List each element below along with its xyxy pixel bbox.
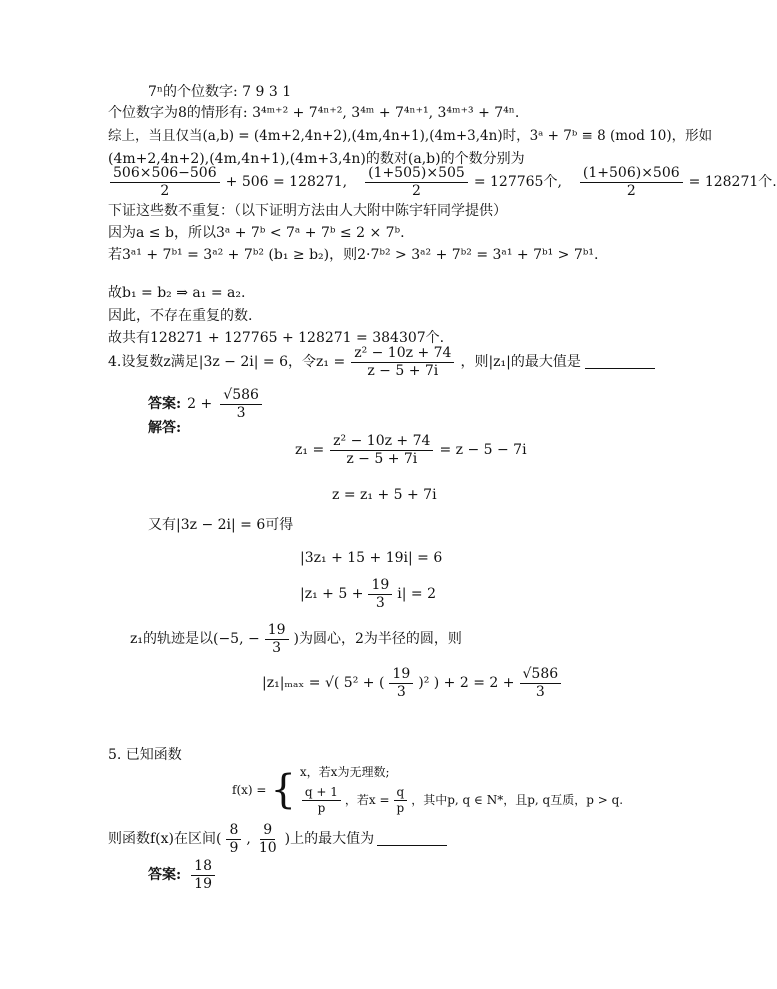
answer-blank	[585, 356, 655, 369]
case-mid: ，若x =	[344, 793, 390, 808]
case-rational	[300, 785, 623, 815]
eq-pre: |z₁ + 5 +	[300, 585, 364, 602]
case-fraction	[302, 785, 341, 815]
frac-den: p	[317, 800, 326, 815]
eq-z: z = z₁ + 5 + 7i	[332, 487, 437, 503]
frac-den: 3	[236, 404, 246, 421]
eq-pre: |z₁|ₘₐₓ = √( 5² + (	[262, 674, 385, 691]
total-line: 故共有128271 + 127765 + 128271 = 384307个.	[108, 330, 445, 346]
eq-max	[262, 666, 563, 701]
q4-suffix: ，则|z₁|的最大值是	[460, 353, 581, 370]
question-5	[108, 822, 447, 857]
frac-den: 3	[272, 639, 282, 656]
assumption-line: 若3ᵃ¹ + 7ᵇ¹ = 3ᵃ² + 7ᵇ² (b₁ ≥ b₂)，则2·7ᵇ² > 3ᵃ² + 7ᵇ² = 3ᵃ¹ + 7ᵇ¹ > 7ᵇ¹.	[108, 247, 599, 263]
frac-den: 2	[411, 182, 421, 199]
frac-num: z² − 10z + 74	[351, 345, 454, 363]
case-fraction-2	[394, 785, 408, 815]
locus-fraction	[265, 622, 289, 657]
fraction-b	[365, 165, 468, 200]
q4-prefix: 4.设复数z满足|3z − 2i| = 6，令z₁ =	[108, 353, 346, 370]
count-formulas	[108, 165, 777, 200]
frac-den: 10	[258, 839, 277, 856]
summary-line: 综上，当且仅当(a,b) = (4m+2,4n+2),(4m,4n+1),(4m+3,4n)时，3ᵃ + 7ᵇ ≡ 8 (mod 10)，形如	[108, 128, 713, 144]
inequality-line: 因为a ≤ b，所以3ᵃ + 7ᵇ < 7ᵃ + 7ᵇ ≤ 2 × 7ᵇ.	[108, 225, 405, 241]
eq-abs-z1	[300, 577, 436, 612]
case-8-line: 个位数字为8的情形有: 3⁴ᵐ⁺² + 7⁴ⁿ⁺², 3⁴ᵐ + 7⁴ⁿ⁺¹, 3⁴ᵐ⁺³ + 7⁴ⁿ.	[108, 105, 520, 121]
frac-num: 506×506−506	[110, 165, 220, 183]
frac-den: p	[396, 800, 405, 815]
frac-den: 3	[535, 683, 545, 700]
frac-num: 8	[226, 822, 241, 840]
function-lhs: f(x) =	[232, 782, 267, 797]
frac-num: (1+506)×506	[580, 165, 683, 183]
q5-title: 5. 已知函数	[108, 747, 182, 763]
fraction-a	[110, 165, 220, 200]
frac-num: z² − 10z + 74	[330, 433, 433, 451]
also-line: 又有|3z − 2i| = 6可得	[148, 517, 294, 533]
frac-den: 9	[229, 839, 239, 856]
frac-den: 3	[396, 683, 406, 700]
locus-line	[130, 622, 462, 657]
eq-fraction	[368, 577, 392, 612]
frac-den: 2	[160, 182, 170, 199]
answer-fraction	[191, 858, 215, 893]
answer-prefix: 2 +	[187, 395, 213, 412]
frac-num: 19	[389, 666, 413, 684]
piecewise-function	[232, 765, 623, 815]
eq-fraction	[330, 433, 433, 468]
frac-num: 18	[191, 858, 215, 876]
case-irrational: x，若x为无理数;	[299, 765, 390, 779]
eq-post: i| = 2	[397, 585, 436, 602]
q5-pre: 则函数f(x)在区间(	[108, 830, 222, 847]
cases	[300, 765, 623, 815]
conclusion-line: 故b₁ = b₂ ⇒ a₁ = a₂.	[108, 285, 246, 301]
eq-rhs: = z − 5 − 7i	[439, 441, 527, 458]
frac-num: 19	[265, 622, 289, 640]
answer-label: 答案:	[148, 395, 182, 412]
answer-blank	[377, 833, 447, 846]
interval-sep: ,	[246, 830, 251, 847]
frac-num: q + 1	[302, 785, 341, 800]
no-duplicate-line: 因此，不存在重复的数.	[108, 308, 253, 324]
count-c-result: = 128271个.	[688, 173, 777, 190]
frac-den: z − 5 + 7i	[367, 362, 439, 379]
locus-pre: z₁的轨迹是以(−5, −	[130, 630, 260, 647]
frac-den: 19	[194, 875, 212, 892]
question-4	[108, 345, 655, 380]
q4-answer	[148, 387, 264, 422]
q5-answer	[148, 858, 217, 893]
answer-fraction: $\frac{√586}{3}$	[220, 387, 262, 422]
solution-label: 解答:	[148, 420, 182, 436]
eq-fraction	[389, 666, 413, 701]
frac-num: 9	[260, 822, 275, 840]
count-a-result: + 506 = 128271,	[225, 173, 348, 190]
count-b-result: = 127765个,	[473, 173, 562, 190]
result-fraction: $\frac{√586}{3}$	[520, 666, 562, 701]
frac-num: (1+505)×505	[365, 165, 468, 183]
interval-right	[256, 822, 280, 857]
answer-label: 答案:	[148, 866, 182, 883]
eq-lhs: z₁ =	[295, 441, 325, 458]
eq-abs-3z1: |3z₁ + 15 + 19i| = 6	[300, 550, 443, 566]
q4-fraction	[351, 345, 454, 380]
frac-den: 2	[626, 182, 636, 199]
case-tail: ，其中p, q ∈ N*，且p, q互质，p > q.	[411, 793, 624, 808]
radicand: 586	[232, 387, 259, 403]
units-digit-row: 7ⁿ的个位数字: 7 9 3 1	[148, 84, 292, 100]
fraction-c	[580, 165, 683, 200]
radicand: 586	[531, 666, 559, 682]
frac-den: z − 5 + 7i	[346, 450, 418, 467]
frac-num: q	[394, 785, 408, 800]
eq-z1	[295, 433, 527, 468]
q5-post: )上的最大值为	[284, 830, 375, 847]
frac-den: 3	[375, 594, 385, 611]
eq-post: )² ) + 2 = 2 +	[418, 674, 515, 691]
brace-icon: {	[270, 767, 296, 814]
locus-post: )为圆心，2为半径的圆，则	[293, 630, 462, 647]
frac-num: 19	[368, 577, 392, 595]
pairs-line: (4m+2,4n+2),(4m,4n+1),(4m+3,4n)的数对(a,b)的个数分别为	[108, 151, 525, 167]
interval-left	[226, 822, 241, 857]
no-repeat-intro: 下证这些数不重复：（以下证明方法由人大附中陈宇轩同学提供）	[108, 203, 507, 219]
